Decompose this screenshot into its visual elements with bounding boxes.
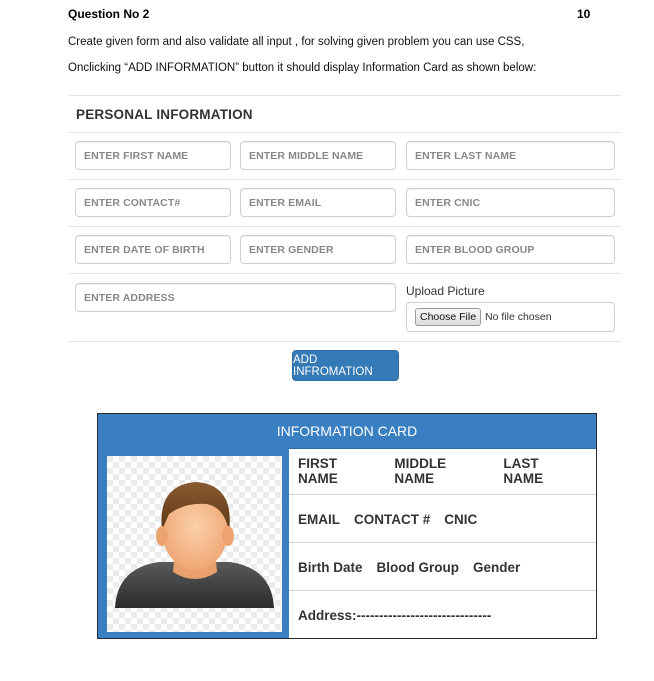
personal-information-form — [69, 95, 621, 378]
choose-file-button[interactable]: Choose File — [415, 308, 481, 326]
contact-input[interactable]: ENTER CONTACT# — [75, 188, 231, 217]
card-photo-panel — [98, 448, 289, 638]
divider — [69, 226, 621, 227]
last-name-input[interactable]: ENTER LAST NAME — [406, 141, 615, 170]
card-gender: Gender — [473, 559, 521, 575]
card-blood-group: Blood Group — [376, 559, 459, 575]
card-details-row — [289, 544, 596, 591]
cnic-input[interactable]: ENTER CNIC — [406, 188, 615, 217]
divider — [69, 273, 621, 274]
card-contact: CONTACT # — [354, 511, 431, 527]
card-address: Address:------------------------------ — [298, 608, 492, 623]
email-input[interactable]: ENTER EMAIL — [240, 188, 396, 217]
card-cnic: CNIC — [444, 511, 478, 527]
card-name-row — [289, 448, 596, 495]
card-first-name: FIRST NAME — [298, 456, 338, 486]
information-card — [97, 413, 597, 639]
middle-name-input[interactable]: ENTER MIDDLE NAME — [240, 141, 396, 170]
card-middle-name: MIDDLE NAME — [394, 456, 447, 486]
question-marks: 10 — [577, 7, 591, 21]
instruction-line-2: Onclicking “ADD INFORMATION” button it should display Information Card as shown below: — [68, 62, 537, 74]
divider — [69, 341, 621, 342]
first-name-input[interactable]: ENTER FIRST NAME — [75, 141, 231, 170]
divider — [69, 132, 621, 133]
question-title: Question No 2 — [68, 7, 150, 21]
upload-picture-label: Upload Picture — [406, 284, 485, 298]
card-header: INFORMATION CARD — [98, 414, 596, 449]
divider — [69, 95, 621, 96]
instruction-line-1: Create given form and also validate all input , for solving given problem you can use CSS, — [68, 36, 525, 48]
card-contact-row — [289, 496, 596, 543]
gender-input[interactable]: ENTER GENDER — [240, 235, 396, 264]
card-last-name: LAST NAME — [503, 456, 544, 486]
blood-group-input[interactable]: ENTER BLOOD GROUP — [406, 235, 615, 264]
card-email: EMAIL — [298, 511, 340, 527]
card-birth-date: Birth Date — [298, 559, 363, 575]
address-input[interactable]: ENTER ADDRESS — [75, 283, 396, 312]
form-section-title: PERSONAL INFORMATION — [76, 107, 253, 122]
dob-input[interactable]: ENTER DATE OF BIRTH — [75, 235, 231, 264]
file-status-text: No file chosen — [485, 311, 552, 323]
person-avatar-icon — [107, 456, 282, 632]
divider — [69, 179, 621, 180]
add-information-button[interactable]: ADD INFROMATION — [292, 350, 399, 381]
card-address-row — [289, 592, 596, 639]
file-upload[interactable] — [406, 302, 615, 332]
